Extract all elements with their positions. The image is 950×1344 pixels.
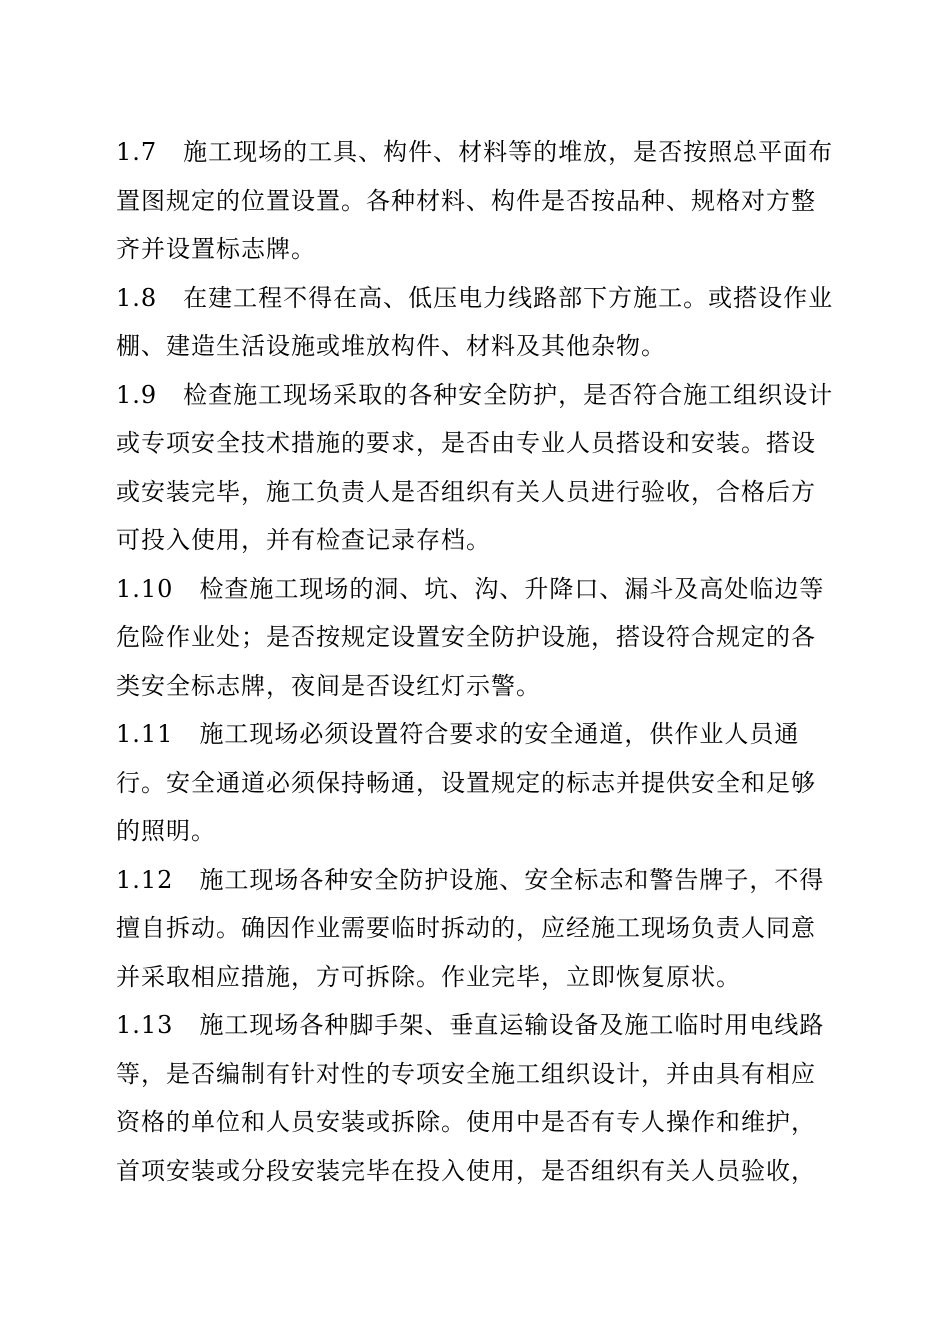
- paragraph-number: 1.10: [116, 574, 174, 603]
- paragraph-1-7: [116, 128, 838, 274]
- paragraph-number: 1.7: [116, 138, 158, 166]
- paragraph-number: 1.13: [116, 1011, 174, 1039]
- paragraph-number: 1.9: [116, 380, 158, 409]
- paragraph-text: 施工现场的工具、构件、材料等的堆放，是否按照总平面布置图规定的位置设置。各种材料、构件是否按品种、规格对方整齐并设置标志牌。: [116, 138, 834, 263]
- paragraph-1-13: [116, 1001, 838, 1195]
- document-body: [116, 128, 838, 1195]
- paragraph-1-10: [116, 565, 838, 711]
- paragraph-number: 1.8: [116, 283, 158, 312]
- paragraph-text: 施工现场各种安全防护设施、安全标志和警告牌子，不得擅自拆动。确因作业需要临时拆动的，应经施工现场负责人同意并采取相应措施，方可拆除。作业完毕，立即恢复原状。: [116, 865, 825, 991]
- paragraph-text: 检查施工现场的洞、坑、沟、升降口、漏斗及高处临边等危险作业处；是否按规定设置安全防护设施，搭设符合规定的各类安全标志牌，夜间是否设红灯示警。: [116, 574, 825, 700]
- paragraph-1-11: [116, 710, 838, 856]
- paragraph-text: 施工现场各种脚手架、垂直运输设备及施工临时用电线路等，是否编制有针对性的专项安全施工组织设计，并由具有相应资格的单位和人员安装或拆除。使用中是否有专人操作和维护，首项安装或分段安装完毕在投入使用，是否组织有关人员验收，: [116, 1011, 825, 1185]
- paragraph-number: 1.12: [116, 865, 174, 894]
- paragraph-text: 施工现场必须设置符合要求的安全通道，供作业人员通行。安全通道必须保持畅通，设置规定的标志并提供安全和足够的照明。: [116, 720, 816, 845]
- paragraph-1-8: [116, 274, 838, 371]
- paragraph-text: 在建工程不得在高、低压电力线路部下方施工。或搭设作业棚、建造生活设施或堆放构件、材料及其他杂物。: [116, 283, 834, 360]
- paragraph-1-9: [116, 371, 838, 565]
- paragraph-text: 检查施工现场采取的各种安全防护，是否符合施工组织设计或专项安全技术措施的要求，是否由专业人员搭设和安装。搭设或安装完毕，施工负责人是否组织有关人员进行验收，合格后方可投入使用，并有检查记录存档。: [116, 380, 834, 554]
- paragraph-number: 1.11: [116, 720, 174, 748]
- paragraph-1-12: [116, 856, 838, 1002]
